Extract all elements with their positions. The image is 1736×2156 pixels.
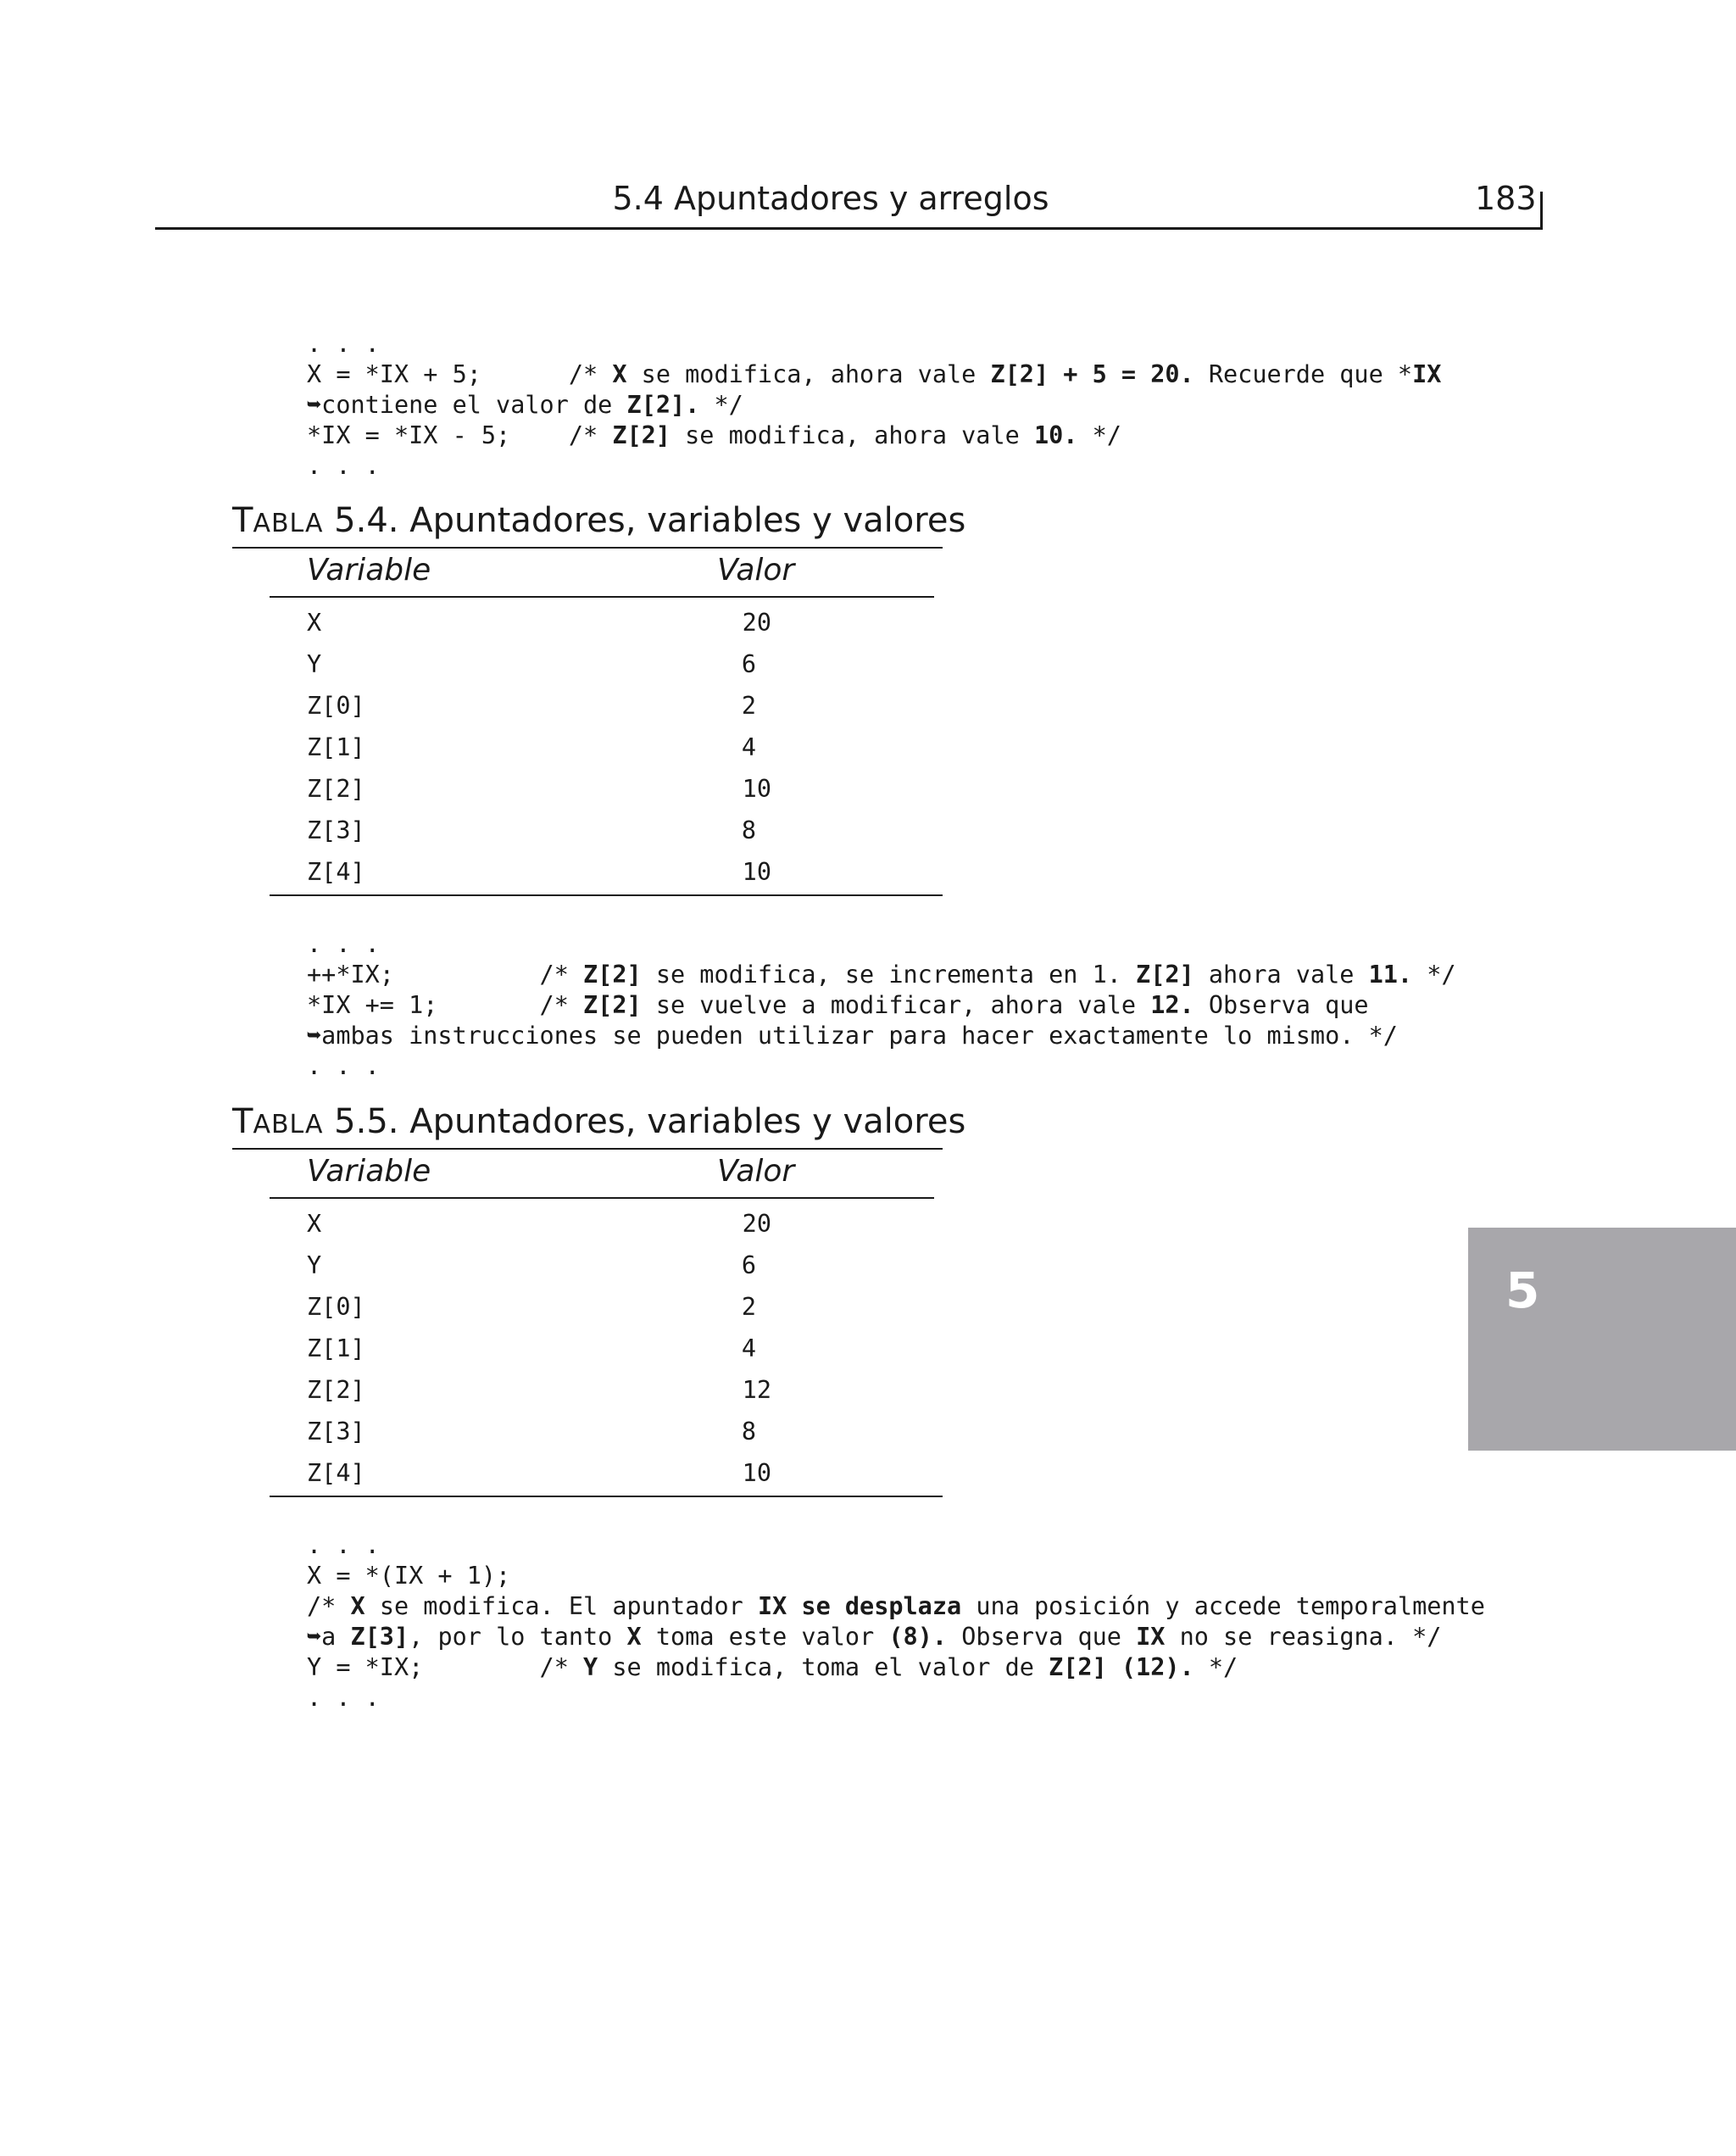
code-run: . . .	[307, 930, 380, 958]
table-cell-variable: Z[3]	[307, 816, 365, 844]
code-run: *IX = *IX - 5; /*	[307, 421, 613, 449]
code-run: una posición y accede temporalmente	[961, 1592, 1485, 1620]
code-run: /*	[307, 1592, 351, 1620]
table-5-5-col-variable: Variable	[307, 1154, 431, 1189]
table-cell-valor: 20	[742, 1210, 771, 1238]
table-cell-valor: 2	[741, 1293, 756, 1321]
table-5-4-col-valor: Valor	[717, 553, 795, 588]
code-bold-run: Z[2]	[1136, 961, 1194, 989]
code-line	[307, 451, 1441, 482]
table-cell-variable: X	[307, 609, 322, 637]
code-bold-run: Z[3]	[350, 1623, 409, 1651]
code-line	[307, 1591, 1485, 1622]
code-run: . . .	[307, 330, 380, 358]
code-run: . . .	[307, 1531, 380, 1559]
code-run: X = *IX + 5; /*	[307, 360, 613, 388]
code-bold-run: Z[2] (12).	[1049, 1653, 1194, 1681]
code-bold-run: 11.	[1368, 961, 1413, 989]
code-bold-run: Z[2]	[583, 991, 642, 1019]
code-bold-run: 12.	[1150, 991, 1194, 1019]
code-bold-run: 10.	[1033, 421, 1078, 449]
table-cell-valor: 8	[741, 1418, 756, 1446]
code-run: . . .	[307, 1684, 380, 1712]
caption-text: 5.4. Apuntadores, variables y valores	[323, 501, 966, 540]
table-cell-variable: Z[3]	[307, 1418, 365, 1446]
table-5-5-header-rule	[270, 1197, 934, 1199]
running-header-title: 5.4 Apuntadores y arreglos	[612, 180, 1049, 217]
table-5-5-bottom-rule	[270, 1496, 943, 1497]
table-cell-variable: Z[4]	[307, 1459, 365, 1487]
table-cell-valor: 6	[741, 650, 756, 678]
code-line	[307, 329, 1441, 359]
code-line	[307, 1530, 1485, 1561]
code-line	[307, 1622, 1485, 1652]
table-cell-variable: Z[4]	[307, 858, 365, 886]
table-cell-variable: Z[1]	[307, 1334, 365, 1362]
code-run: , por lo tanto	[409, 1623, 627, 1651]
code-run: se modifica, ahora vale	[626, 360, 991, 388]
caption-prefix-big: T	[232, 501, 253, 540]
table-cell-valor: 6	[741, 1251, 756, 1279]
table-5-4-col-variable: Variable	[307, 553, 431, 588]
code-run: Y = *IX; /*	[307, 1653, 584, 1681]
code-run: */	[1077, 421, 1121, 449]
code-run: se modifica, toma el valor de	[598, 1653, 1049, 1681]
code-line	[307, 1652, 1485, 1683]
code-line	[307, 390, 1441, 421]
code-run: no se reasigna. */	[1165, 1623, 1442, 1651]
table-cell-variable: Z[1]	[307, 733, 365, 761]
code-run: ahora vale	[1194, 961, 1369, 989]
code-bold-run: IX se desplaza	[757, 1592, 962, 1620]
code-run: se modifica. El apuntador	[364, 1592, 758, 1620]
code-line	[307, 960, 1456, 990]
table-5-4-header-rule	[270, 596, 934, 598]
code-line	[307, 990, 1456, 1021]
table-5-4-top-rule	[232, 547, 943, 549]
code-line	[307, 1561, 1485, 1591]
table-5-4-bottom-rule	[270, 894, 943, 896]
table-cell-valor: 10	[742, 775, 771, 803]
code-run: . . .	[307, 1052, 380, 1080]
chapter-thumb-tab	[1468, 1228, 1736, 1451]
code-run: *IX += 1; /*	[307, 991, 584, 1019]
caption-text: 5.5. Apuntadores, variables y valores	[323, 1102, 966, 1141]
code-bold-run: Z[2].	[626, 391, 700, 419]
code-run: X = *(IX + 1);	[307, 1562, 511, 1590]
code-bold-run: Z[2]	[583, 961, 642, 989]
table-5-5-caption	[232, 1101, 965, 1145]
table-cell-variable: Z[0]	[307, 1293, 365, 1321]
table-cell-variable: Z[2]	[307, 775, 365, 803]
table-cell-valor: 4	[741, 1334, 756, 1362]
code-run: ➥ambas instrucciones se pueden utilizar para hacer exactamente lo mismo. */	[307, 1022, 1398, 1050]
table-cell-variable: Y	[307, 650, 322, 678]
table-cell-variable: X	[307, 1210, 322, 1238]
table-cell-valor: 12	[742, 1376, 771, 1404]
code-block-2	[307, 929, 1456, 1082]
code-block-3	[307, 1530, 1485, 1713]
table-cell-valor: 8	[741, 816, 756, 844]
code-run: */	[1412, 961, 1456, 989]
code-line	[307, 1021, 1456, 1051]
caption-prefix-big: T	[232, 1102, 253, 1141]
code-bold-run: Z[2] + 5 = 20.	[990, 360, 1194, 388]
table-cell-variable: Z[0]	[307, 692, 365, 720]
table-cell-valor: 20	[742, 609, 771, 637]
code-run: se modifica, se incrementa en 1.	[641, 961, 1137, 989]
code-block-1	[307, 329, 1441, 482]
code-bold-run: X	[350, 1592, 365, 1620]
code-run: Recuerde que *	[1194, 360, 1413, 388]
table-5-5-col-valor: Valor	[717, 1154, 795, 1189]
code-run: */	[699, 391, 743, 419]
code-run: ➥contiene el valor de	[307, 391, 627, 419]
code-bold-run: Y	[583, 1653, 598, 1681]
code-bold-run: Z[2]	[612, 421, 670, 449]
table-cell-valor: 2	[741, 692, 756, 720]
code-line	[307, 1683, 1485, 1713]
code-line	[307, 929, 1456, 960]
code-line	[307, 421, 1441, 451]
code-bold-run: IX	[1136, 1623, 1166, 1651]
code-run: se modifica, ahora vale	[670, 421, 1034, 449]
header-rule	[155, 227, 1543, 230]
caption-prefix-small: ABLA	[253, 509, 324, 538]
table-cell-valor: 4	[741, 733, 756, 761]
header-rule-tick	[1540, 192, 1543, 229]
table-cell-valor: 10	[742, 858, 771, 886]
code-bold-run: IX	[1412, 360, 1442, 388]
code-run: ++*IX; /*	[307, 961, 584, 989]
code-run: Observa que	[947, 1623, 1137, 1651]
table-5-5-top-rule	[232, 1148, 943, 1150]
table-5-4-caption	[232, 500, 965, 544]
table-cell-variable: Z[2]	[307, 1376, 365, 1404]
code-line	[307, 359, 1441, 390]
code-run: toma este valor	[641, 1623, 889, 1651]
code-run: . . .	[307, 452, 380, 480]
code-run: */	[1194, 1653, 1238, 1681]
code-run: Observa que	[1194, 991, 1369, 1019]
code-run: ➥a	[307, 1623, 351, 1651]
code-run: se vuelve a modificar, ahora vale	[641, 991, 1151, 1019]
code-bold-run: X	[626, 1623, 642, 1651]
caption-prefix-small: ABLA	[253, 1110, 324, 1139]
chapter-number: 5	[1505, 1262, 1540, 1319]
table-cell-valor: 10	[742, 1459, 771, 1487]
code-bold-run: X	[612, 360, 627, 388]
code-line	[307, 1051, 1456, 1082]
table-cell-variable: Y	[307, 1251, 322, 1279]
page-number: 183	[1475, 180, 1537, 217]
code-bold-run: (8).	[888, 1623, 948, 1651]
